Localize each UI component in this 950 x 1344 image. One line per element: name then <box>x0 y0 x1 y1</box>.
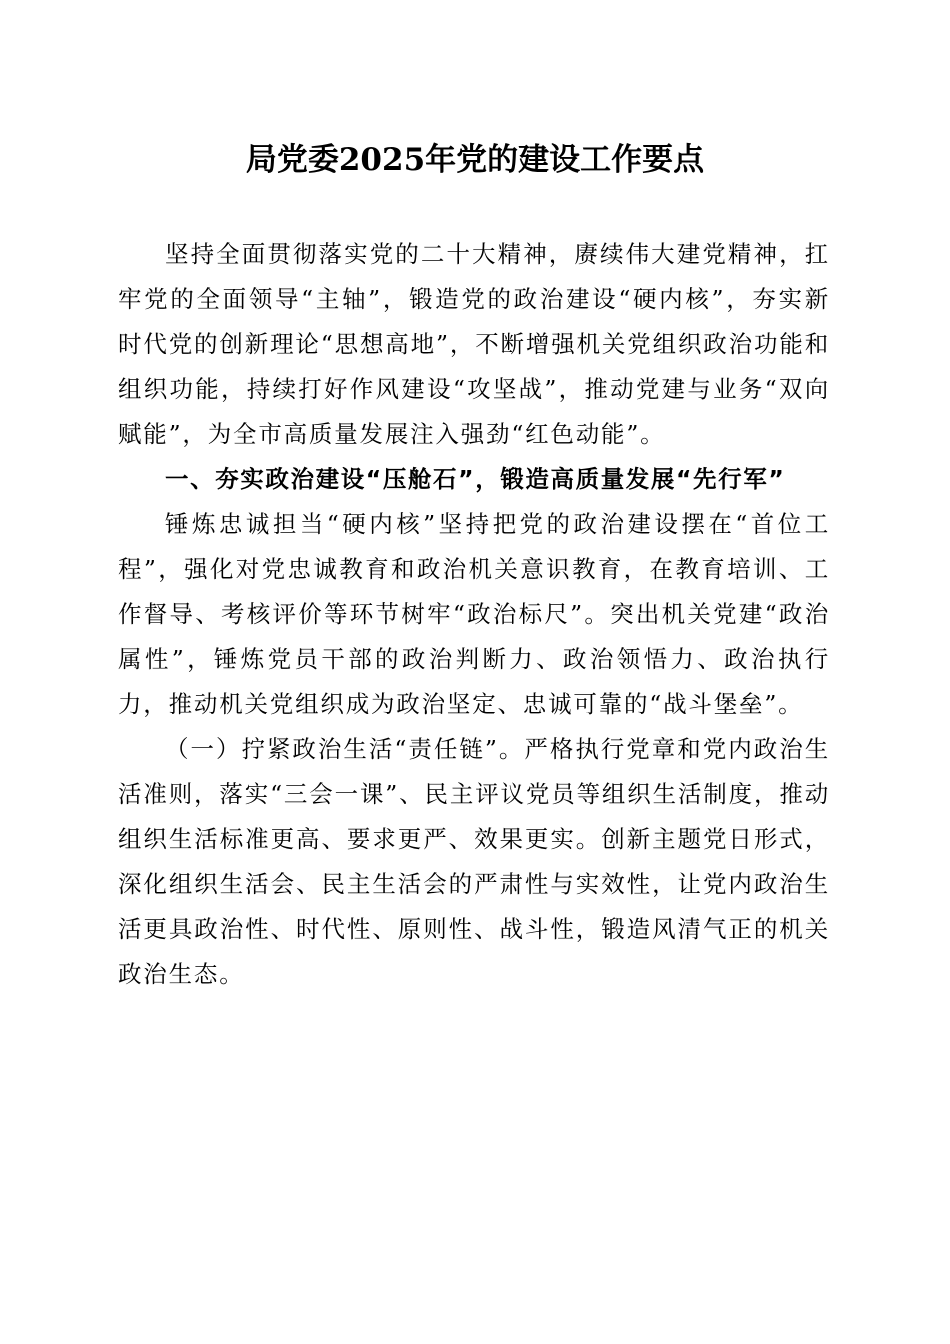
section-1-heading: 一、夯实政治建设“压舱石”，锻造高质量发展“先行军” <box>165 465 786 493</box>
intro-paragraph: 坚持全面贯彻落实党的二十大精神，赓续伟大建党精神，扛牢党的全面领导“主轴”，锻造党的政治建设“硬内核”，夯实新时代党的创新理论“思想高地”，不断增强机关党组织政治功能和组织功能，持续打好作风建设“攻坚战”，推动党建与业务“双向赋能”，为全市高质量发展注入强劲“红色动能”。 <box>118 240 830 448</box>
item-1-paragraph <box>118 727 830 997</box>
document-body <box>118 232 830 997</box>
item-1-text: 严格执行党章和党内政治生活准则，落实“三会一课”、民主评议党员等组织生活制度，推动组织生活标准更高、要求更严、效果更实。创新主题党日形式，深化组织生活会、民主生活会的严肃性与实效性，让党内政治生活更具政治性、时代性、原则性、战斗性，锻造风清气正的机关政治生态。 <box>118 735 830 988</box>
document-title: 局党委2025年党的建设工作要点 <box>245 142 705 178</box>
item-1-lead: （一）拧紧政治生活“责任链”。 <box>165 735 525 763</box>
section-1-paragraph: 锤炼忠诚担当“硬内核”坚持把党的政治建设摆在“首位工程”，强化对党忠诚教育和政治机关意识教育，在教育培训、工作督导、考核评价等环节树牢“政治标尺”。突出机关党建“政治属性”，锤炼党员干部的政治判断力、政治领悟力、政治执行力，推动机关党组织成为政治坚定、忠诚可靠的“战斗堡垒”。 <box>118 510 830 718</box>
